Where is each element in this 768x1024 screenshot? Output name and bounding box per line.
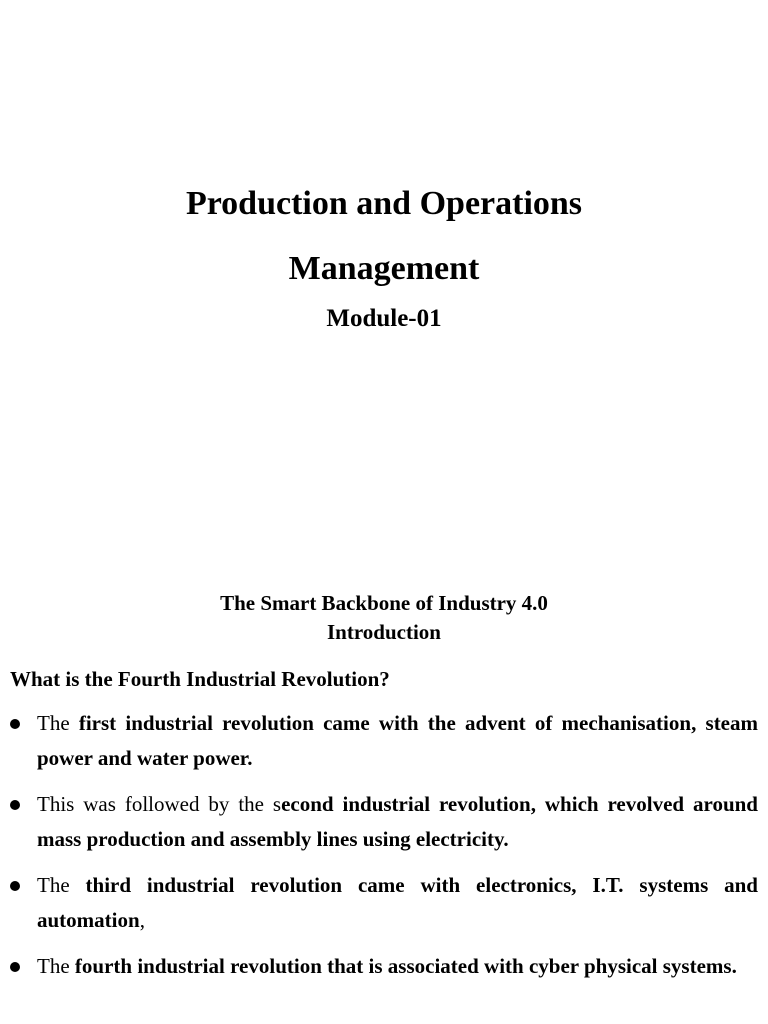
bullet-item-1 [0,706,768,776]
bullet-dot-icon [10,719,20,729]
section-subheading: Introduction [327,620,441,644]
bullet-dot-icon [10,800,20,810]
bullet-item-4 [0,949,768,984]
bullet-item-3 [0,868,768,938]
bullet-emphasis: third industrial revolution came with electronics, I.T. systems and automation [37,873,758,932]
bullet-prefix: The [37,711,79,735]
bullet-prefix: The [37,954,75,978]
bullet-prefix: This was followed by the s [37,792,282,816]
document-title-line-1: Production and Operations [185,185,583,222]
bullet-dot-icon [10,962,20,972]
document-title-line-2: Management [288,250,480,287]
bullet-dot-icon [10,881,20,891]
question-heading: What is the Fourth Industrial Revolution? [10,667,390,691]
bullet-emphasis: fourth industrial revolution that is associated with cyber physical systems. [74,954,737,978]
section-heading: The Smart Backbone of Industry 4.0 [220,591,548,615]
bullet-emphasis: first industrial revolution came with the advent of mechanisation, steam power and water power. [37,711,758,770]
bullet-suffix: , [139,908,145,932]
bullet-item-2 [0,787,768,857]
bullet-list [0,706,768,995]
bullet-prefix: The [37,873,86,897]
bullet-emphasis: econd industrial revolution, which revolved around mass production and assembly lines using electricity. [37,792,758,851]
module-label: Module-01 [326,305,442,332]
